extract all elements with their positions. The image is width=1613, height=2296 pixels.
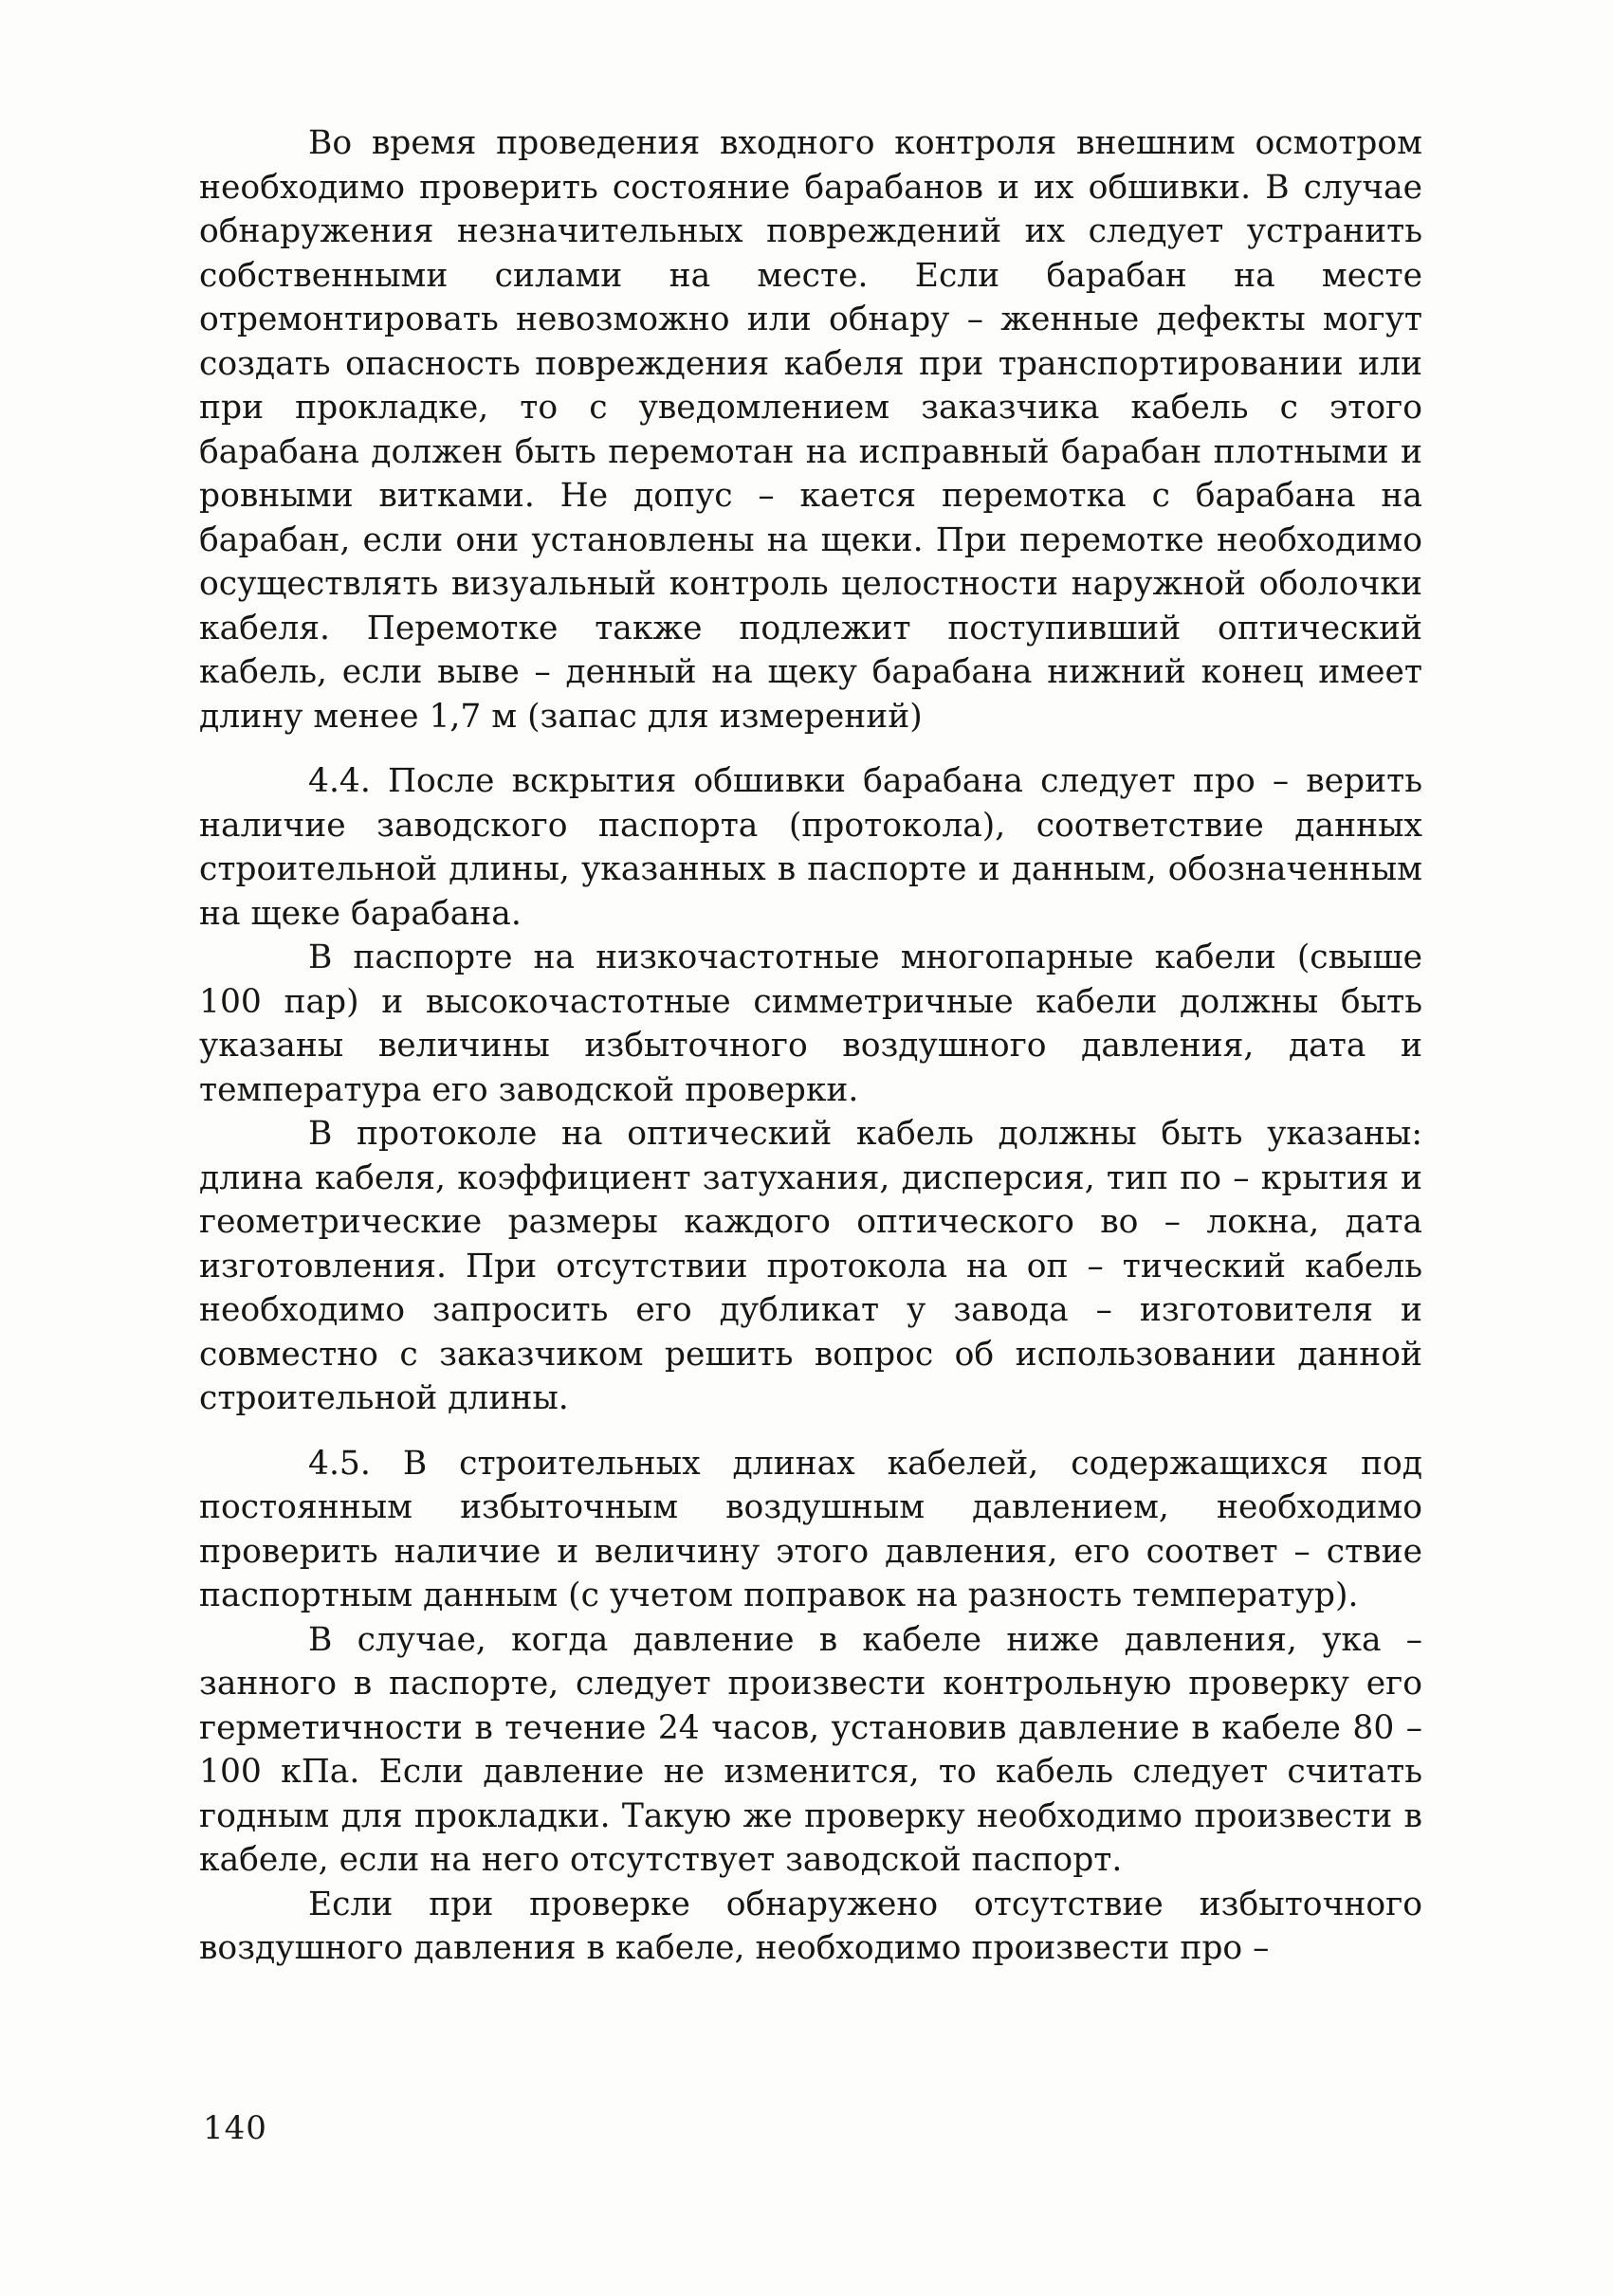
paragraph-pressure-check: В случае, когда давление в кабеле ниже давления, ука – занного в паспорте, следует произвести контрольную проверку его герметичности в течение 24 часов, установив давление в кабеле 80 – 100 кПа. Если давление не изменится, то кабель следует считать годным для прокладки. Такую же проверку необходимо произвести в кабеле, если на него отсутствует заводской паспорт. xyxy=(199,1620,1422,1879)
paragraph-section-4-4: 4.4. После вскрытия обшивки барабана следует про – верить наличие заводского паспорта (протокола), соответствие данных строительной длины, указанных в паспорте и данным, обозначенным на щеке барабана. xyxy=(199,762,1422,933)
paragraph-incoming-inspection: Во время проведения входного контроля внешним осмотром необходимо проверить состояние барабанов и их обшивки. В случае обнаружения незначительных повреждений их следует устранить собственными силами на месте. Если барабан на месте отремонтировать невозможно или обнару – женные дефекты могут создать опасность повреждения кабеля при транспортировании или при прокладке, то с уведомлением заказчика кабель с этого барабана должен быть перемотан на исправный барабан плотными и ровными витками. Не допус – кается перемотка с барабана на барабан, если они установлены на щеки. При перемотке необходимо осуществлять визуальный контроль целостности наружной оболочки кабеля. Перемотке также подлежит поступивший оптический кабель, если выве – денный на щеку барабана нижний конец имеет длину менее 1,7 м (запас для измерений) xyxy=(199,124,1422,736)
paragraph-passport-lf-cables: В паспорте на низкочастотные многопарные кабели (свыше 100 пар) и высокочастотные симметричные кабели должны быть указаны величины избыточного воздушного давления, дата и температура его заводской проверки. xyxy=(199,938,1422,1109)
body-text xyxy=(199,121,1422,1971)
paragraph-optical-protocol: В протоколе на оптический кабель должны быть указаны: длина кабеля, коэффициент затухания, дисперсия, тип по – крытия и геометрические размеры каждого оптического во – локна, дата изготовления. При отсутствии протокола на оп – тический кабель необходимо запросить его дубликат у завода – изготовителя и совместно с заказчиком решить вопрос об использовании данной строительной длины. xyxy=(199,1115,1422,1417)
paragraph-no-pressure: Если при проверке обнаружено отсутствие избыточного воздушного давления в кабеле, необходимо произвести про – xyxy=(199,1885,1422,1967)
page-number: 140 xyxy=(203,2109,267,2147)
paragraph-section-4-5: 4.5. В строительных длинах кабелей, содержащихся под постоянным избыточным воздушным давлением, необходимо проверить наличие и величину этого давления, его соответ – ствие паспортным данным (с учетом поправок на разность температур). xyxy=(199,1444,1422,1614)
